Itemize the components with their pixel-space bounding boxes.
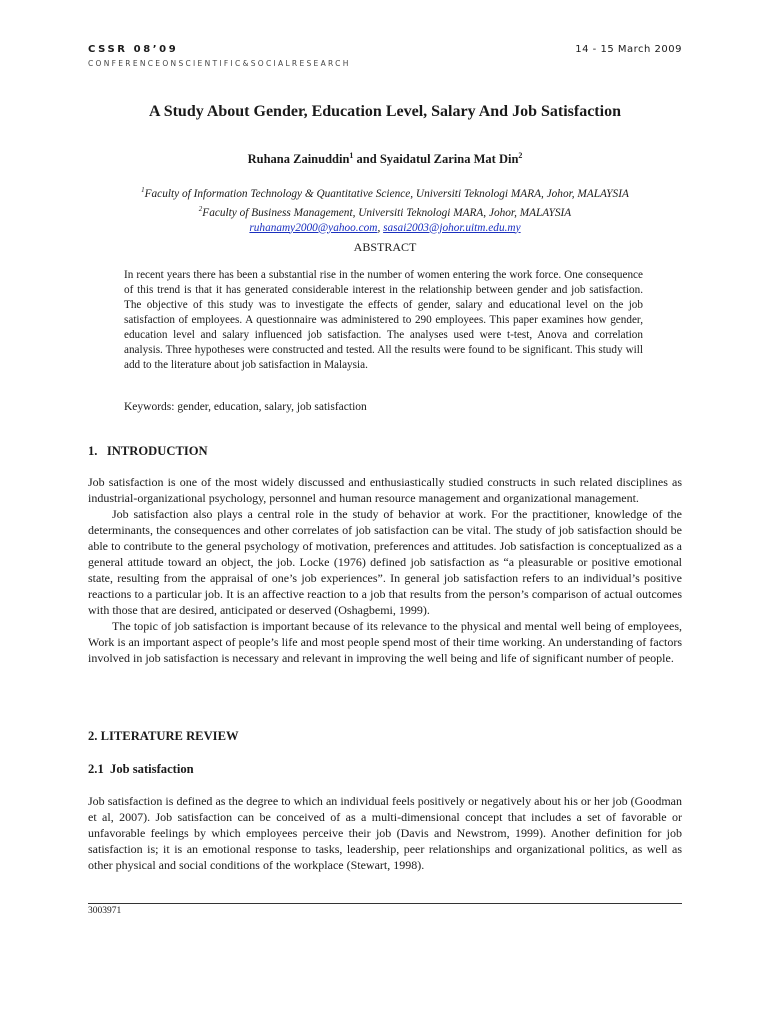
author-conjunction: and <box>353 152 380 167</box>
conference-name: CSSR 08’09 <box>88 44 179 55</box>
literature-paragraph-1: Job satisfaction is defined as the degree to which an individual feels positively or negatively about his or her job (Goodman et al, 2007). Job satisfaction can be conceived of as a multi-dimensional concept that includes a set of favorable or unfavorable feelings by which employees perceive their job (Davis and Newstrom, 1999). Another definition for job satisfaction is; it is an emotional response to tasks, leadership, peer relationships and organizational politics, as well as other physical and social conditions of the workplace (Stewart, 1998). <box>88 794 682 872</box>
abstract-body: In recent years there has been a substantial rise in the number of women entering the work force. One consequence of this trend is that it has generated considerable interest in the relationship between gender and job satisfaction. The objective of this study was to investigate the effects of gender, salary and educational level on the job satisfaction of employees. A questionnaire was administered to 290 employees. This paper examines how gender, education level and salary influenced job satisfaction. The analyses used were t-test, Anova and correlation analysis. Three hypotheses were constructed and tested. All the results were found to be significant. This study will add to the literature about job satisfaction in Malaysia. <box>124 269 643 371</box>
conference-subtitle: CONFERENCEONSCIENTIFIC&SOCIALRESEARCH <box>88 59 351 68</box>
introduction-paragraph-2: Job satisfaction also plays a central role in the study of behavior at work. For the practitioner, knowledge of the determinants, the consequences and other correlates of job satisfaction can be vital. The study of job satisfaction should be able to contribute to the general psychology of motivation, preferences and attitudes. Job satisfaction is conceptualized as a general attitude toward an object, the job. Locke (1976) defined job satisfaction as “a pleasurable or positive emotional state, resulting from the appraisal of one’s job experiences”. In general job satisfaction refers to an individual’s positive reactions to a particular job. It is an affective reaction to a job that results from the person’s comparison of actual outcomes with those that are desired, anticipated or deserved (Oshagbemi, 1999). <box>88 507 682 617</box>
literature-heading: 2. LITERATURE REVIEW <box>88 729 239 743</box>
affiliation-1-mark: 1 <box>141 186 145 194</box>
email-link-2[interactable]: sasai2003@johor.uitm.edu.my <box>383 221 521 234</box>
literature-body <box>88 793 682 873</box>
affiliations <box>88 183 682 236</box>
abstract-heading: ABSTRACT <box>353 240 417 254</box>
email-line <box>88 221 682 236</box>
affiliation-1-text: Faculty of Information Technology & Quantitative Science, Universiti Teknologi MARA, Johor, MALAYSIA <box>144 187 629 200</box>
affiliation-2 <box>88 202 682 221</box>
introduction-heading: 1. INTRODUCTION <box>88 444 208 458</box>
author-1-mark: 1 <box>349 151 354 160</box>
conference-date: 14 - 15 March 2009 <box>575 44 682 55</box>
paper-title: A Study About Gender, Education Level, Salary And Job Satisfaction <box>149 103 621 120</box>
author-2-mark: 2 <box>518 151 523 160</box>
footer-id: 3003971 <box>88 906 122 916</box>
email-link-1[interactable]: ruhanamy2000@yahoo.com <box>249 221 378 234</box>
running-header <box>88 44 682 74</box>
author-line <box>88 151 682 167</box>
introduction-paragraph-1: Job satisfaction is one of the most widely discussed and enthusiastically studied constructs in such related disciplines as industrial-organizational psychology, personnel and human resource management and organizational management. <box>88 475 682 505</box>
footer-divider <box>88 903 682 904</box>
author-1: Ruhana Zainuddin <box>247 152 350 167</box>
affiliation-2-mark: 2 <box>198 204 203 213</box>
introduction-paragraph-3: The topic of job satisfaction is important because of its relevance to the physical and mental well being of employees, Work is an important aspect of people’s life and most people spend most of their time working. An understanding of factors involved in job satisfaction is necessary and relevant in improving the well being and life of significant number of people. <box>88 619 682 665</box>
affiliation-2-text: Faculty of Business Management, Universiti Teknologi MARA, Johor, MALAYSIA <box>202 206 572 219</box>
introduction-body <box>88 474 682 666</box>
email-separator: , <box>377 221 384 234</box>
literature-subheading: 2.1 Job satisfaction <box>88 762 194 776</box>
author-2: Syaidatul Zarina Mat Din <box>379 152 519 167</box>
affiliation-1 <box>88 183 682 202</box>
keywords: Keywords: gender, education, salary, job satisfaction <box>124 401 367 413</box>
